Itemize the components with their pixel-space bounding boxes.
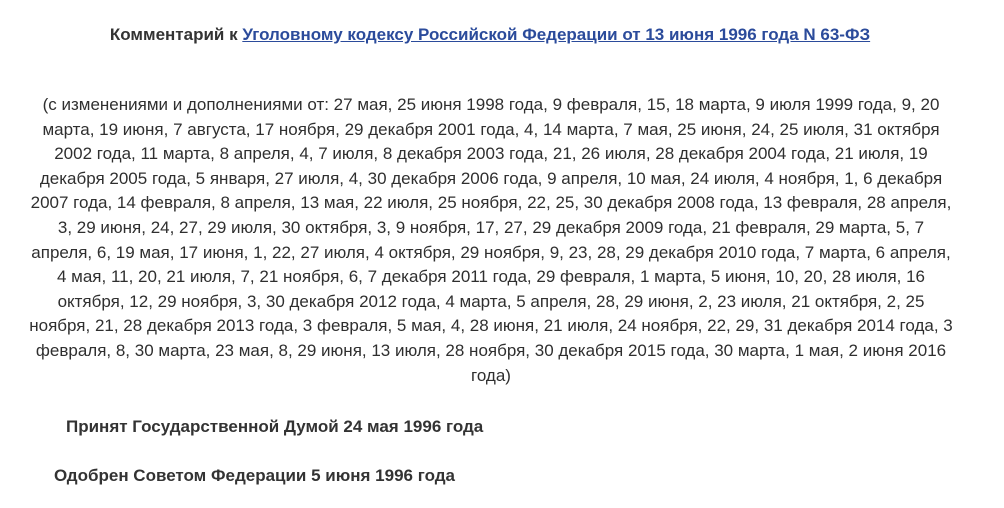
approved-by-federation-council: Одобрен Советом Федерации 5 июня 1996 года — [54, 466, 455, 485]
document-title — [0, 24, 980, 46]
adopted-by-duma: Принят Государственной Думой 24 мая 1996 года — [66, 417, 484, 436]
amendments-paragraph: (с изменениями и дополнениями от: 27 мая, 25 июня 1998 года, 9 февраля, 15, 18 марта, 9 июля 1999 года, 9, 20 марта, 19 июня, 7 августа, 17 ноября, 29 декабря 2001 года, 4, 14 марта, 7 мая, 25 июня, 24, 25 июля, 31 октября 2002 года, 11 марта, 8 апреля, 4, 7 июля, 8 декабря 2003 года, 21, 26 июля, 28 декабря 2004 года, 21 июля, 19 декабря 2005 года, 5 января, 27 июля, 4, 30 декабря 2006 года, 9 апреля, 10 мая, 24 июля, 4 ноября, 1, 6 декабря 2007 года, 14 февраля, 8 апреля, 13 мая, 22 июля, 25 ноября, 22, 25, 30 декабря 2008 года, 13 февраля, 28 апреля, 3, 29 июня, 24, 27, 29 июля, 30 октября, 3, 9 ноября, 17, 27, 29 декабря 2009 года, 21 февраля, 29 марта, 5, 7 апреля, 6, 19 мая, 17 июня, 1, 22, 27 июля, 4 октября, 29 ноября, 9, 23, 28, 29 декабря 2010 года, 7 марта, 6 апреля, 4 мая, 11, 20, 21 июля, 7, 21 ноября, 6, 7 декабря 2011 года, 29 февраля, 1 марта, 5 июня, 10, 20, 28 июля, 16 октября, 12, 29 ноября, 3, 30 декабря 2012 года, 4 марта, 5 апреля, 28, 29 июня, 2, 23 июля, 21 октября, 2, 25 ноября, 21, 28 декабря 2013 года, 3 февраля, 5 мая, 4, 28 июня, 21 июля, 24 ноября, 22, 29, 31 декабря 2014 года, 3 февраля, 8, 30 марта, 23 мая, 8, 29 июня, 13 июля, 28 ноября, 30 декабря 2015 года, 30 марта, 1 мая, 2 июня 2016 года) — [29, 95, 953, 385]
title-prefix: Комментарий к — [109, 25, 243, 44]
criminal-code-link[interactable]: Уголовному кодексу Российской Федерации от 13 июня 1996 года N 63-ФЗ — [242, 25, 871, 44]
